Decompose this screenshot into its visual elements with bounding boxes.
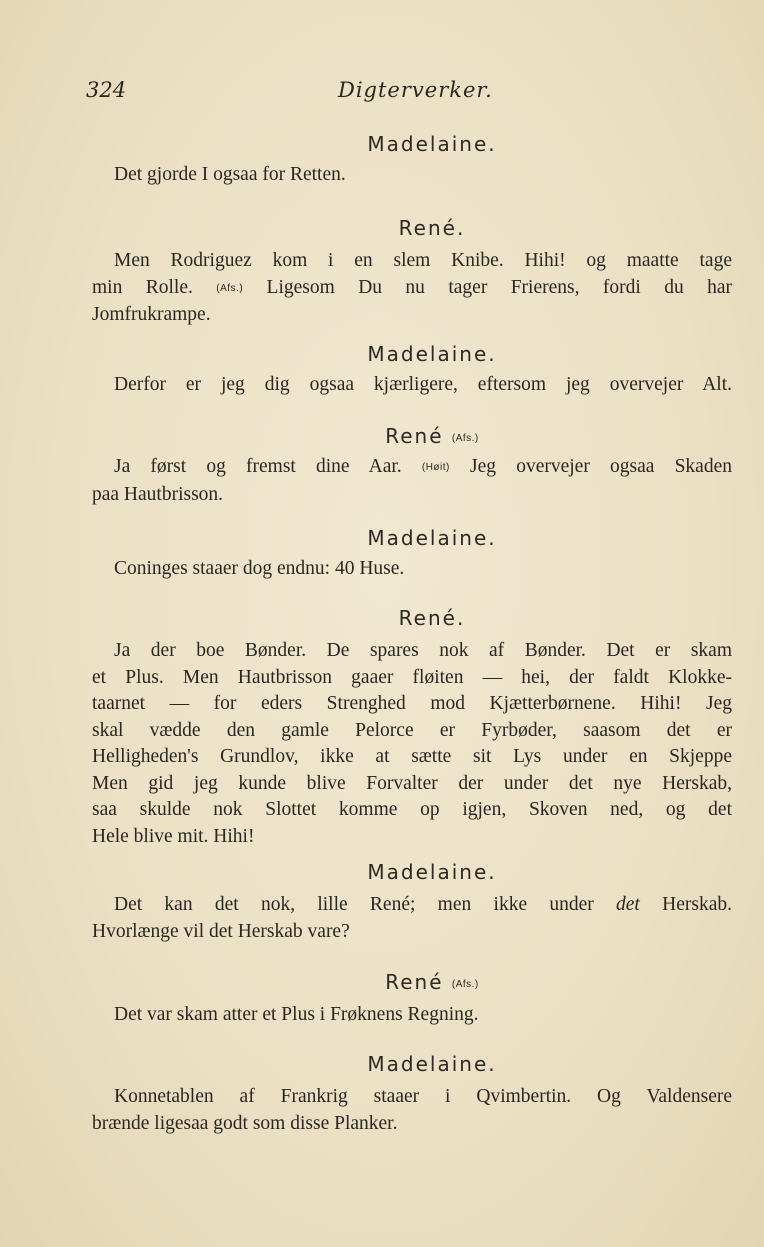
speaker-name: René. xyxy=(398,216,466,240)
speech-line: Coninges staaer dog endnu: 40 Huse. xyxy=(114,558,405,579)
speech-line: Derfor er jeg dig ogsaa kjærligere, eftersom jeg overvejer Alt. xyxy=(114,374,732,395)
dialogue-block xyxy=(92,132,732,189)
speaker-name: René. xyxy=(398,606,466,630)
speech-text xyxy=(92,248,732,329)
speech-line: et Plus. Men Hautbrisson gaaer fløiten — hei, der faldt Klokke- xyxy=(92,666,732,688)
speaker-name: Madelaine. xyxy=(367,526,497,550)
page-number: 324 xyxy=(86,78,127,102)
page-header xyxy=(0,78,764,108)
dialogue-block xyxy=(92,860,732,945)
speaker-label: René xyxy=(385,970,444,994)
speech-line: Men Rodriguez kom i en slem Knibe. Hihi! og maatte tage xyxy=(114,250,732,271)
speaker-name: Madelaine. xyxy=(367,342,497,366)
speech-line: Men gid jeg kunde blive Forvalter der under det nye Herskab, xyxy=(92,772,732,794)
speech-text xyxy=(92,1084,732,1137)
dialogue-block xyxy=(92,424,732,508)
speech-text xyxy=(92,1002,732,1029)
speaker-name: Madelaine. xyxy=(367,860,497,884)
dialogue-block xyxy=(92,216,732,329)
speech-line: Hvorlænge vil det Herskab vare? xyxy=(92,920,350,942)
speech-line: taarnet — for eders Strenghed mod Kjætterbørnene. Hihi! Jeg xyxy=(92,693,732,714)
speech-text xyxy=(92,372,732,399)
speech-line: Det var skam atter et Plus i Frøknens Regning. xyxy=(114,1004,479,1025)
dialogue-block xyxy=(92,342,732,399)
stage-direction: (Afs.) xyxy=(451,433,479,444)
speaker-name xyxy=(132,424,732,448)
speaker-name: Madelaine. xyxy=(367,1052,497,1076)
speech-line: skal vædde den gamle Pelorce er Fyrbøder, saasom det er xyxy=(92,719,732,741)
stage-direction: (Afs.) xyxy=(451,979,479,990)
speech-text xyxy=(92,454,732,508)
dialogue-block xyxy=(92,970,732,1029)
speech-line: saa skulde nok Slottet komme op igjen, Skoven ned, og det xyxy=(92,799,732,820)
speech-line: Konnetablen af Frankrig staaer i Qvimbertin. Og Valdensere xyxy=(114,1086,732,1107)
dialogue-block xyxy=(92,1052,732,1137)
speaker-name: Madelaine. xyxy=(367,132,497,156)
speech-text xyxy=(92,638,732,850)
speech-line: paa Hautbrisson. xyxy=(92,483,224,505)
speaker-label: René xyxy=(385,424,444,448)
speech-text xyxy=(92,162,732,189)
speech-line: brænde ligesaa godt som disse Planker. xyxy=(92,1112,398,1134)
speech-line: Hele blive mit. Hihi! xyxy=(92,825,255,847)
speech-line: Det gjorde I ogsaa for Retten. xyxy=(114,164,346,185)
speech-line: Ja der boe Bønder. De spares nok af Bønder. Det er skam xyxy=(114,640,732,661)
dialogue-block xyxy=(92,606,732,850)
speech-line: Helligheden's Grundlov, ikke at sætte sit Lys under en Skjeppe xyxy=(92,746,732,767)
speech-text xyxy=(92,556,732,583)
speech-line: Ja først og fremst dine Aar. (Høit) Jeg overvejer ogsaa Skaden xyxy=(114,456,732,477)
running-title: Digterverker. xyxy=(338,78,493,102)
speech-line: Jomfrukrampe. xyxy=(92,304,211,325)
speech-text xyxy=(92,892,732,945)
speaker-name xyxy=(132,970,732,994)
speech-line: min Rolle. (Afs.) Ligesom Du nu tager Frierens, fordi du har xyxy=(92,276,732,298)
dialogue-block xyxy=(92,526,732,583)
speech-line: Det kan det nok, lille René; men ikke under det Herskab. xyxy=(114,894,732,915)
